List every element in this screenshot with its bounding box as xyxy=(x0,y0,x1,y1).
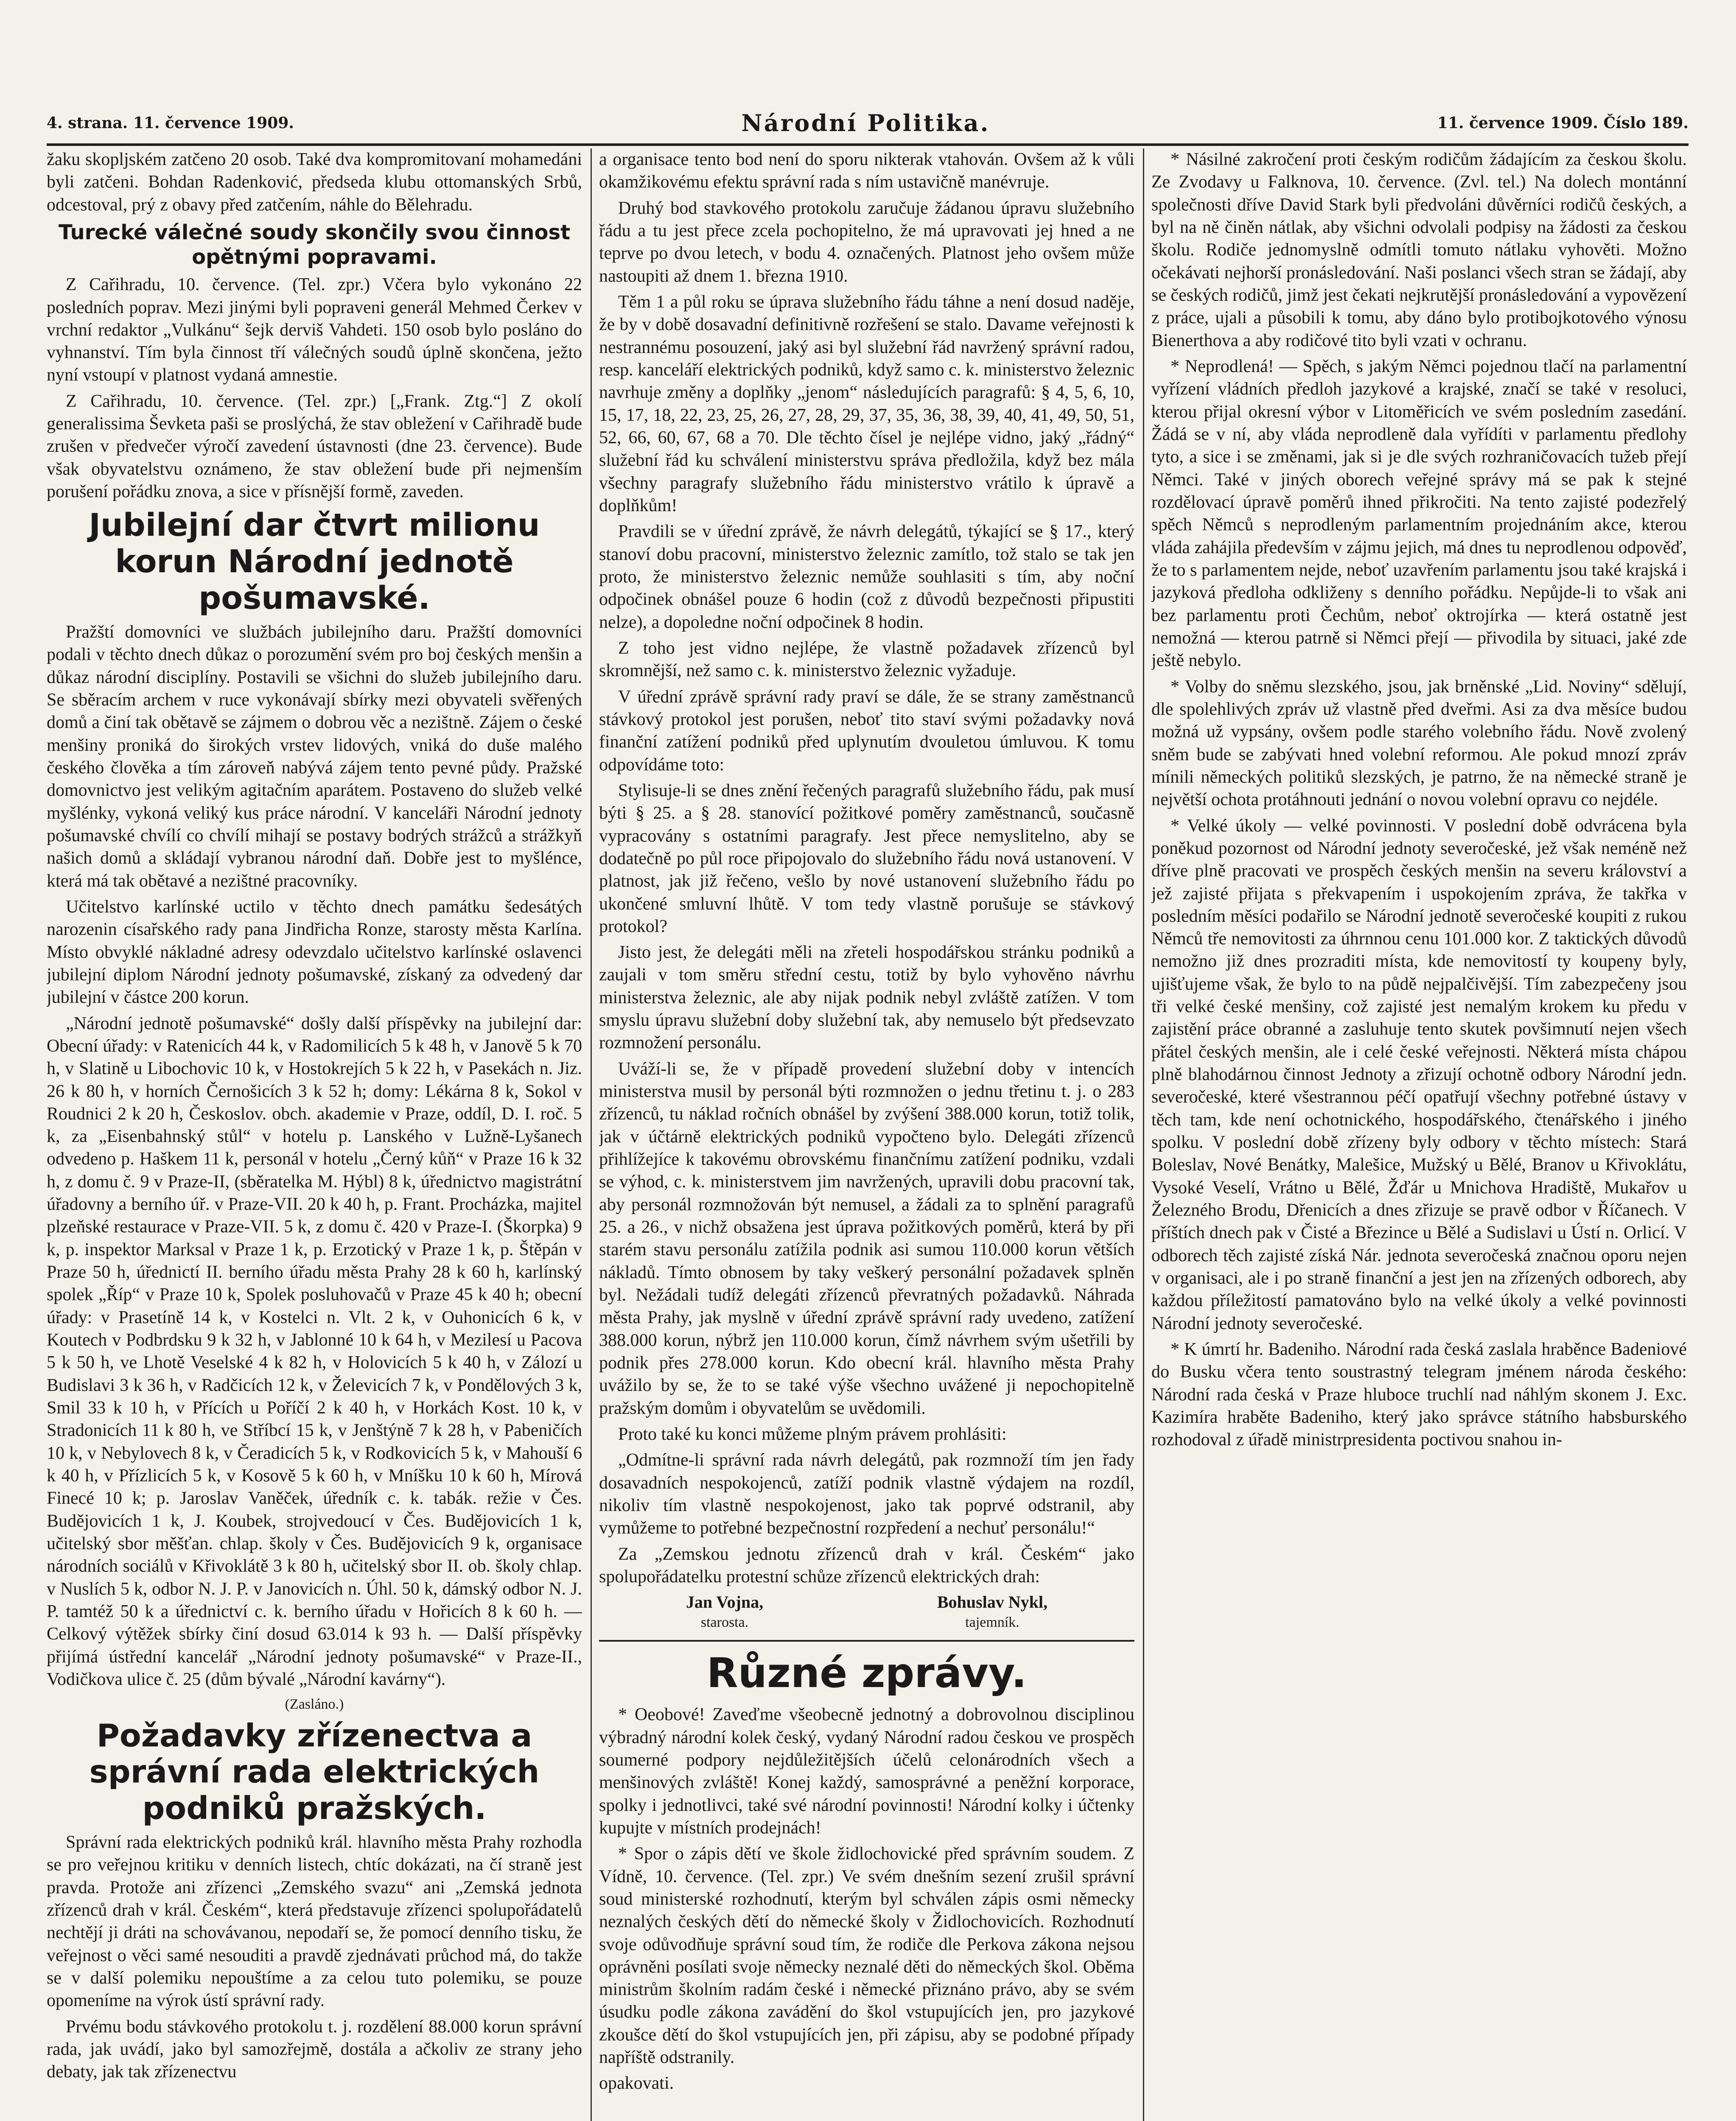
paragraph: Za „Zemskou jednotu zřízenců drah v král. Českém“ jako spolupořádatelku protestní schůze zřízenců elektrických drah: xyxy=(599,1544,1134,1587)
paragraph: * Velké úkoly — velké povinnosti. V poslední době odvrácena byla poněkud pozornost od Národní jednoty severočeské, jež však neméně než dříve plně pracovati ve prospěch českých menšin na severu království a jež zajisté přijata s překvapením i uspokojením zpráva, že takřka v posledním měsíci podařilo se Národní jednotě severočeské koupiti z rukou Němců tře nemovitosti za úhrnnou cenu 101.000 kor. Z taktických důvodů nemožno již dnes prozraditi místa, kde nemovitostí ty koupeny byly, ujišťujeme však, že bylo to na půdě nejpalčivější. Tím zabezpečeny jsou tři velké české menšiny, což zajisté jest nemalým krokem ku předu v zajistění práce obranné a zasluhuje tento skutek povšimnutí nejen všech přátel českých menšin, ale i celé české veřejnosti. Některá místa chápou plně blahodárnou činnost Jednoty a zřizují ochotně odbory Národní jedn. severočeské, které všestrannou péčí opatřují všechny potřebné ústavy v těch tam, kde není ochotnického, hospodářského, čtenářského i jiného spolku. V poslední době zřízeny byly odbory v těchto místech: Stará Boleslav, Nové Benátky, Malešice, Mužský u Bělé, Branov u Křivoklátu, Vysoké Veselí, Vrátno u Bělé, Žďár u Mnichova Hradiště, Mukařov u Železného Brodu, Dřenicích a dnes zřizuje se pravě odbor v Říčanech. V příštích dnech pak v Čisté a Březince u Bělé a Sudislavi u Ústí n. Orlicí. V odborech těch zajisté získá Nár. jednota severočeská značnou oporu nejen v organisaci, ale i po straně finanční a jest jen na zřízených odborech, aby každou příležitostí pamatováno bylo na velké úkoly a velké povinnosti Národní jednoty severočeské. xyxy=(1151,816,1687,1333)
paragraph: Z Cařihradu, 10. července. (Tel. zpr.) Včera bylo vykonáno 22 posledních poprav. Mezi jinými byli popraveni generál Mehmed Čerkev v vrchní redaktor „Vulkánu“ šejk derviš Vahdeti. 150 osob bylo posláno do vyhnanství. Tím byla činnost tří válečných soudů úplně skončena, ježto nyní vstoupí v platnost vydaná amnestie. xyxy=(47,275,582,385)
section-headline: Různé zprávy. xyxy=(599,1640,1134,1699)
paragraph: „Odmítne-li správní rada návrh delegátů, pak rozmnoží tím jen řady dosavadních nespokojenců, zatíží podnik vlastně výdajem na rozdíl, nikoliv tím vlastně nespokojenost, jako tak poprvé odstranil, aby vymůžeme to potřebné bezpečnostní rozpředení a nechuť personálu!“ xyxy=(599,1450,1134,1538)
signature-role: starosta. xyxy=(700,1615,749,1631)
signature-name: Bohuslav Nykl, xyxy=(937,1592,1048,1612)
paragraph: * Násilné zakročení proti českým rodičům žádajícím za českou školu. Ze Zvodavy u Falknova, 10. července. (Zvl. tel.) Na dolech montánní společnosti dříve David Stark byli předvoláni důvěrníci rodičů českých, a byl na ně činěn nátlak, aby všichni odvolali podpisy na žádosti za českou školu. Rodiče jednomyslně odmítli tomuto nátlaku vyhověti. Možno očekávati nejhorší pronásledování. Naši poslanci všech stran se žádají, aby se českých rodičů, jimž jest čekati nejkrutější pronásledování a vypovězení z práce, ujali a působili k tomu, aby dáno bylo protibojkotového výnosu Bienerthova a aby rodičové tito byli vzati v ochranu. xyxy=(1151,150,1687,350)
column-divider xyxy=(591,148,592,2121)
header-right: 11. července 1909. Číslo 189. xyxy=(1437,114,1688,132)
paragraph: * Spor o zápis dětí ve škole židlochovické před správním soudem. Z Vídně, 10. července. (Tel. zpr.) Ve svém dnešním sezení zrušil správní soud ministerské rozhodnutí, kterým byl schválen zápis osmi německy neznalých českých dětí do německé školy v Židlochovicích. Rozhodnutí svoje odůvodňuje správní soud tím, že rodiče dle Perkova zákona nejsou oprávněni posílati svoje německy neznalé děti do německých škol. Oběma ministrům školním radám české i německé přiznáno právo, aby se svém úsudku podle zákona zavádění do škol vstupujících jen, pro jazykové zkoušce dětí do škol vstupujících jen, při zápisu, aby se podobné případy napříště odstranily. xyxy=(599,1844,1134,2068)
paragraph: * Volby do sněmu slezského, jsou, jak brněnské „Lid. Noviny“ sdělují, dle spolehlivých zpráv už vlastně před dveřmi. Asi za dva měsíce budou možná už vypsány, ovšem podle starého volebního řádu. Nově zvolený sněm bude se zabývati hned volební reformou. Ale pokud mnozí zpráv mínili německých politiků slezských, je patrno, že na německé straně je největší ochota protáhnouti jednání o novou volební opravu co nejdéle. xyxy=(1151,677,1687,810)
page-header xyxy=(47,106,1688,140)
paragraph: Těm 1 a půl roku se úprava služebního řádu táhne a není dosud naděje, že by v době dosavadní definitivně rozřešení se stalo. Davame veřejnosti k nestrannému posouzení, jaký asi byl služební řád navržený správní radou, resp. kanceláří elektrických podniků, když samo c. k. ministerstvo železnic navrhuje změny a doplňky „jenom“ následujících paragrafů: § 4, 5, 6, 10, 15, 17, 18, 22, 23, 25, 26, 27, 28, 29, 37, 35, 36, 38, 39, 40, 41, 49, 50, 51, 52, 66, 60, 67, 68 a 70. Dle těchto čísel je nejlépe vidno, jaký „řádný“ služební řád ku schválení ministerstvu správa předložila, když bez mála všechny paragrafy služebního řádu ministerstvo vrátilo k úpravě a doplňkům! xyxy=(599,292,1134,515)
paragraph: opakovati. xyxy=(599,2073,674,2093)
paragraph: Pražští domovníci ve službách jubilejního daru. Pražští domovníci podali v těchto dnech důkaz o porozumění svém pro boj českých menšin a důkaz národní disciplíny. Postavili se všichni do služeb jubilejního daru. Se sběracím archem v ruce vykonávají sbírky mezi obyvateli svěřených domů a činí tak obětavě se zájmem o dobrou věc a nezištně. Zájem o české menšiny proniká do širokých vrstev lidových, vniká do duše malého českého člověka a tím zároveň nabývá zájem tento pevné půdy. Pražské domovnictvo jest velikým agitačním aparátem. Postaveno do služeb velké myšlénky, vykoná veliký kus práce národní. V kanceláři Národní jednoty pošumavské chvílí co chvílí mihají se postavy bodrých strážců a strážkyň našich domů a skládají vybranou národní daň. Dobře jest to myšlénce, která má tak obětavé a nezištné pracovníky. xyxy=(47,622,582,891)
paragraph: Druhý bod stavkového protokolu zaručuje žádanou úpravu služebního řádu a tu jest přece zcela pochopitelno, že má upravovati jej hned a ne teprve po dvou letech, v bodu 4. označených. Platnost jeho ovšem může nastoupiti až dnem 1. března 1910. xyxy=(599,198,1134,286)
paragraph: * K úmrtí hr. Badeniho. Národní rada česká zaslala hraběnce Badeniové do Busku včera tento soustrastný telegram jménem národa českého: Národní rada česká v Praze hluboce truchlí nad náhlým skonem J. Exc. Kazimíra hraběte Badeniho, který jako správce státního habsburského rozhodoval z úřadě ministrpresidenta poctivou snahou in- xyxy=(1151,1340,1687,1450)
column-divider xyxy=(1143,148,1144,2121)
paragraph: „Národní jednotě pošumavské“ došly další příspěvky na jubilejní dar: Obecní úřady: v Ratenicích 44 k, v Radomilicích 5 k 48 h, v Janově 5 k 70 h, v Slatině u Libochovic 10 k, v Hostokrejích 5 k 22 h, v Pasekách n. Jiz. 26 k 80 h, v horních Černošicích 3 k 52 h; domy: Lékárna 8 k, Sokol v Roudnici 2 k 20 h, Českoslov. obch. akademie v Praze, oddíl, D. I. roč. 5 k, za „Eisenbahnský stůl“ v hotelu p. Lanského v Lužně-Lyšanech odvedeno p. Haškem 11 k, personál v hotelu „Černý kůň“ v Praze 16 k 32 h, z domu č. 9 v Praze-II, (sběratelka M. Hýbl) 8 k, úřednictvo magistrátní úřadovny a berního úř. v Praze-VII. 20 k 40 h, p. Frant. Procházka, majitel plzeňské restaurace v Praze-VII. 5 k, z domu č. 420 v Praze-I. (Škorpka) 9 k, p. inspektor Marksal v Praze 1 k, p. Erzotický v Praze 1 k, p. Štěpán v Praze 50 h, úřednictí II. berního úřadu města Prahy 28 k 60 h, karlínský spolek „Říp“ v Praze 10 k, Spolek posluhovačů v Praze 45 k 40 h; obecní úřady: v Prasetíně 14 k, v Kostelci n. Vlt. 2 k, v Ouhonicích 6 k, v Koutech v Podbrdsku 9 k 32 h, v Jablonné 10 k 64 h, v Mezilesí u Pacova 5 k 50 h, ve Lhotě Veselské 4 k 82 h, v Holovicích 5 k 40 h, v Zálozí u Budislavi 3 k 36 h, v Radčicích 12 k, v Želevicích 7 k, v Pondělových 3 k, Smil 33 k 10 h, v Přících u Poříčí 2 k 40 h, v Horkách Kost. 10 k, v Stradonicích 11 k 80 h, ve Stříbcí 15 k, v Jenštýně 7 k 28 h, v Pabeničích 10 k, v Nebylovech 8 k, v Čeradicích 5 k, v Rodkovicích 5 k, v Mahouší 6 k 40 h, v Přízlicích 5 k, v Kosově 5 k 60 h, v Mníšku 10 k 60 h, Mírová Finecé 10 k; p. Jaroslav Vaněček, úředník c. k. tabák. režie v Čes. Budějovicích 1 k, J. Koubek, strojvedoucí v Čes. Budějovicích 1 k, učitelský sbor měšťan. chlap. školy v Čes. Budějovicích 9 k, organisace národních sociálů v Křivoklátě 3 k 80 h, učitelský sbor II. ob. školy chlap. v Nuslích 5 k, odbor N. J. P. v Janovicích n. Úhl. 50 k, dámský odbor N. J. P. tamtéž 50 k a úřednictví c. k. berního úřadu v Hořicích 8 k 60 h. — Celkový výtěžek sbírky činí dosud 63.014 k 93 h. — Další příspěvky přijímá ústřední kancelář „Národní jednoty pošumavské“ v Praze-II., Vodičkova ulice č. 25 (dům bývalé „Národní kavárny“). xyxy=(47,1013,582,1690)
header-left: 4. strana. 11. července 1909. xyxy=(47,114,294,132)
signature-role: tajemník. xyxy=(965,1615,1019,1631)
column-1 xyxy=(47,148,582,2121)
paragraph: * Oeobové! Zaveďme všeobecně jednotný a dobrovolnou disciplinou výbradný národní kolek český, vydaný Národní radou českou ve prospěch soumerné podpory nejdůležitějších účelů celonárodních všech a menšinových zvláště! Konej každý, samosprávné a peněžní korporace, spolky i jednotlivci, také své národní povinnosti! Národní kolky i účtenky kupujte v místních prodejnách! xyxy=(599,1705,1134,1838)
signatures xyxy=(599,1592,1134,1631)
paragraph: V úřední zprávě správní rady praví se dále, že se strany zaměstnanců stávkový protokol jest porušen, neboť tito staví svými požadavky nová finanční zatížení podniků před uplynutím dvouletou úmluvou. K tomu odpovídáme toto: xyxy=(599,687,1134,775)
article-headline: Turecké válečné soudy skončily svou činnost opětnými popravami. xyxy=(58,220,571,269)
paragraph: Jisto jest, že delegáti měli na zřeteli hospodářskou stránku podniků a zaujali v tom směru střední cestu, totiž by bylo vyhověno návrhu ministerstva železnic, ale aby nijak podnik nebyl zvláště zatížen. V tom smyslu úpravu služební doby služební tak, aby nemuselo být předsevzato rozmnožení personálu. xyxy=(599,943,1134,1053)
signature xyxy=(686,1592,763,1631)
paragraph: Správní rada elektrických podniků král. hlavního města Prahy rozhodla se pro veřejnou kritiku v denních listech, chtíc dokázati, na čí straně jest pravda. Protože ani zřízenci „Zemského svazu“ ani „Zemská jednota zřízenců drah v král. Českém“, která představuje zřízenci spolupořádatelů nechtějí ji dráti na schovávanou, nepodaří se, že pomocí denního tisku, že veřejnost o věci samé nesouditi a pravdě zjednávati průchod má, do takže se v další polemiku nepouštíme a za celou tuto polemiku, se pouze opomeníme na výrok ústí správní rady. xyxy=(47,1833,582,2011)
article-headline: Jubilejní dar čtvrt milionu korun Národní jednotě pošumavské. xyxy=(89,507,540,617)
paragraph: a organisace tento bod není do sporu nikterak vtahován. Ovšem až k vůli okamžikovému efektu správní rada s ním ustavičně manévruje. xyxy=(599,150,1134,192)
article-headline: Požadavky zřízenectva a správní rada elektrických podniků pražských. xyxy=(89,1717,540,1827)
paragraph: Učitelstvo karlínské uctilo v těchto dnech památku šedesátých narozenin císařského rady pana Jindřicha Ronze, starosty města Karlína. Místo obvyklé nákladné adresy odevzdalo učitelstvo karlínské oslavenci jubilejní diplom Národní jednoty pošumavské, získaný za odvedený dar jubilejní v částce 200 korun. xyxy=(47,897,582,1007)
masthead-title: Národní Politika. xyxy=(741,109,990,137)
zaslano-label: (Zasláno.) xyxy=(285,1696,344,1712)
paragraph: Pravdili se v úřední zprávě, že návrh delegátů, týkající se § 17., který stanoví dobu pracovní, ministerstvo železnic zamítlo, tož stalo se tak jen proto, že ministerstvo železnic nemůže souhlasiti s tím, aby noční odpočinek obnášel pouze 6 hodin (což z důvodů bezpečnosti připustiti nelze), a dopoledne noční odpočinek 8 hodin. xyxy=(599,522,1134,632)
paragraph: Prvému bodu stávkového protokolu t. j. rozdělení 88.000 korun správní rada, jak uvádí, jako byl samozřejmě, dostála a ačkoliv ze strany jeho debaty, jak tak zřízenectvu xyxy=(47,2017,582,2082)
paragraph: Z toho jest vidno nejlépe, že vlastně požadavek zřízenců byl skromnější, než samo c. k. ministerstvo železnic vyžaduje. xyxy=(599,638,1134,681)
signature xyxy=(937,1592,1047,1631)
paragraph: Uváží-li se, že v případě provedení služební doby v intencích ministerstva musil by personál býti rozmnožen o jednu třetinu t. j. o 283 zřízenců, tu náklad ročních obnášel by zvýšení 388.000 korun, totiž tolik, jak v účtárně elektrických podniků vypočteno bylo. Delegáti zřízenců přihlížejíce k takovému obrovskému finančnímu zatížení podniku, vzdali se výhod, c. k. ministerstvem jim navržených, upravili dobu pracovní tak, aby personál rozmnožován být nemusel, a žádali za to splnění paragrafů 25. a 26., v nichž obsažena jest úprava požitkových poměrů, která by při starém stavu personálu zatížila podnik asi sumou 110.000 korun větších nákladů. Tímto obnosem by taky veškerý personální požadavek splněn byl. Nežádali tudíž delegáti zřízenců převratných požadavků. Náhrada města Prahy, jak myslně v úřední zprávě správní rady uvedeno, zatížení 388.000 korun, nýbrž jen 110.000 korun, čímž návrhem svým ušetřili by podnik přes 278.000 korun. Kdo obecní král. hlavního města Prahy uvážilo by se, že to se také výše všechno uvážené ji nepochopitelně pražským domům i obyvatelům se uvědomili. xyxy=(599,1059,1134,1418)
column-3 xyxy=(1151,148,1687,2121)
header-rule xyxy=(47,143,1688,146)
paragraph: Proto také ku konci můžeme plným právem prohlásiti: xyxy=(618,1424,1007,1444)
paragraph: žaku skopljském zatčeno 20 osob. Také dva kompromitovaní mohamedáni byli zatčeni. Bohdan Radenković, předseda klubu ottomanských Srbů, odcestoval, prý z obavy před zatčením, náhle do Bělehradu. xyxy=(47,150,582,215)
column-2 xyxy=(599,148,1134,2121)
signature-name: Jan Vojna, xyxy=(686,1592,764,1612)
paragraph: Z Cařihradu, 10. července. (Tel. zpr.) [„Frank. Ztg.“] Z okolí generalissima Ševketa paši se proslýchá, že stav obležení v Cařihradě bude zrušen v předvečer výročí zavedení ústavnosti (dne 23. července). Bude však obyvatelstvu oznámeno, že stav obležení bude při nejmenším porušení pořádku znova, a sice v přísnější formě, zaveden. xyxy=(47,391,582,502)
paragraph: Stylisuje-li se dnes znění řečených paragrafů služebního řádu, pak musí býti § 25. a § 28. stanovící požitkové poměry zaměstnanců, současně vypracovány s ostatními paragrafy. Jest přece nemyslitelno, aby se dodatečně po půl roce připojovalo do služebního řádu nová ustanovení. V platnost, jak již řečeno, vešlo by nové ustanovení služebního řádu po ukončené smluvní lhůtě. V tom tedy vlastně porušuje se stávkový protokol? xyxy=(599,781,1134,936)
paragraph: * Neprodlená! — Spěch, s jakým Němci pojednou tlačí na parlamentní vyřízení vládních předloh jazykové a krajské, značí se také v resoluci, kterou přijal okresní výbor v Litoměřicích ve svém posledním zasedání. Žádá se v ní, aby vláda neprodleně dala vyřídíti v parlamentu předlohy tyto, a sice i se změnami, jak si je dle svých rozhraničovacích tužeb přejí Němci. Také v jiných oborech veřejné správy má se pak k stejné rozdělovací úpravě poměrů ihned přikročiti. Na tento zajisté podezřelý spěch Němců s neprodleným parlamentním projednáním akce, kterou vláda zahájila především v zájmu jejich, má dnes tu neprodlenou odpověď, že to s parlamentem nejde, neboť uzavřením parlamentu jsou také krajská i jazyková předloha odkliženy s denního pořádku. Nepůjde-li to však ani bez parlamentu proti Čechům, neboť oktrojírka — která ostatně jest nemožná — kterou patrně si Němci přejí — přivodila by situaci, jaké zde ještě nebylo. xyxy=(1151,356,1687,671)
